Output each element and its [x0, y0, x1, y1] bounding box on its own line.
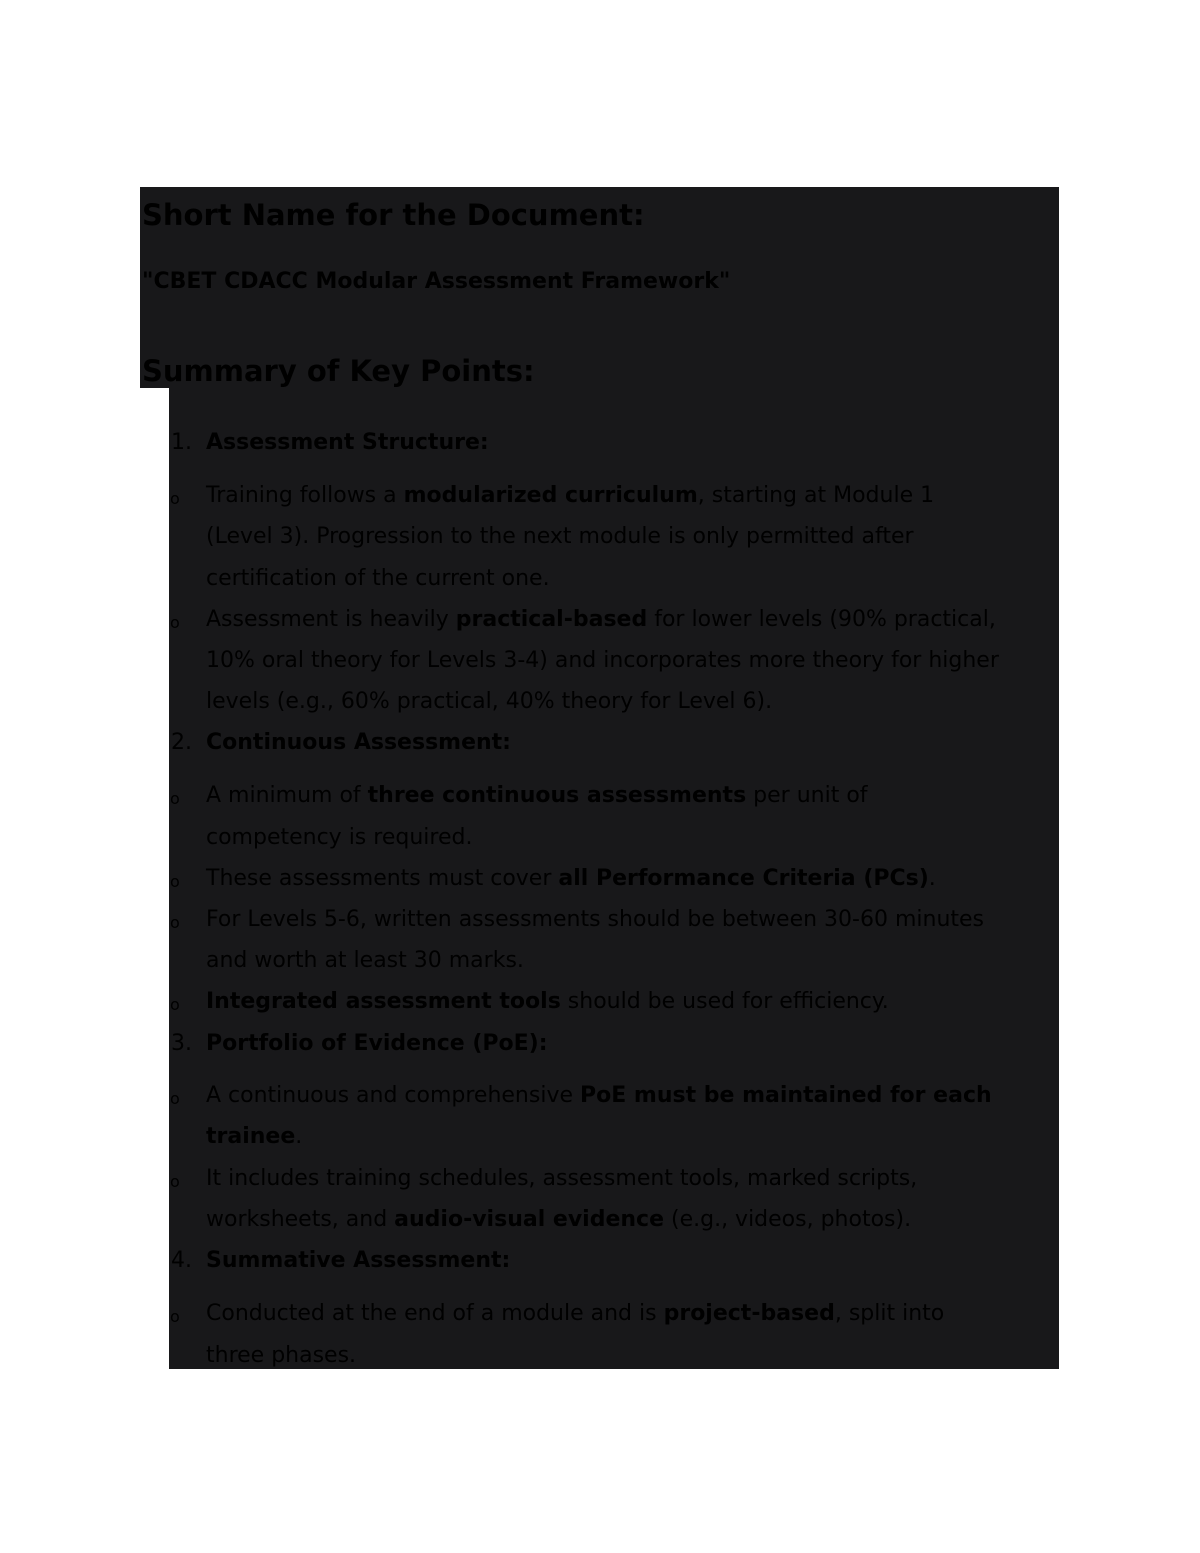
text: (Level 3). Progression to the next module is only permitted after — [206, 524, 914, 549]
bullet-text-line — [206, 989, 889, 1014]
bullet-icon: o — [170, 1307, 180, 1326]
text: . — [295, 1124, 303, 1149]
document-heading: Short Name for the Document: — [142, 198, 645, 232]
bullet-icon: o — [170, 613, 180, 632]
bullet-icon: o — [170, 913, 180, 932]
text: (e.g., videos, photos). — [664, 1207, 912, 1232]
text: . — [928, 866, 936, 891]
text: should be used for efficiency. — [560, 989, 889, 1014]
section-title: Assessment Structure: — [206, 430, 489, 455]
text: three phases. — [206, 1343, 357, 1368]
bullet-icon: o — [170, 1172, 180, 1191]
text: certification of the current one. — [206, 566, 550, 591]
bullet-text-line — [206, 566, 550, 591]
text: For Levels 5-6, written assessments should be between 30-60 minutes — [206, 907, 985, 932]
bold-text: modularized curriculum — [403, 483, 698, 508]
document-short-name: "CBET CDACC Modular Assessment Framework" — [142, 269, 731, 294]
bold-text: PoE must be maintained for each — [580, 1083, 992, 1108]
text: Training follows a — [206, 483, 404, 508]
section-title: Summative Assessment: — [206, 1248, 511, 1273]
bullet-text-line — [206, 1166, 917, 1191]
text: A continuous and comprehensive — [206, 1083, 580, 1108]
bullet-icon: o — [170, 1089, 180, 1108]
text: Conducted at the end of a module and is — [206, 1301, 664, 1326]
text: It includes training schedules, assessment tools, marked scripts, — [206, 1166, 918, 1191]
section-title: Continuous Assessment: — [206, 730, 511, 755]
bullet-text-line — [206, 825, 472, 850]
text: , starting at Module 1 — [697, 483, 935, 508]
bullet-text-line — [206, 1083, 992, 1108]
text: worksheets, and — [206, 1207, 395, 1232]
bullet-text-line — [206, 1343, 356, 1368]
bold-text: three continuous assessments — [367, 783, 747, 808]
text: and worth at least 30 marks. — [206, 948, 524, 973]
section-title: Portfolio of Evidence (PoE): — [206, 1031, 548, 1056]
section-number: 1. — [171, 430, 192, 455]
summary-heading: Summary of Key Points: — [142, 354, 535, 388]
bold-text: Integrated assessment tools — [206, 989, 561, 1014]
text: Assessment is heavily — [206, 607, 456, 632]
bullet-text-line — [206, 1124, 302, 1149]
bullet-icon: o — [170, 995, 180, 1014]
bullet-text-line — [206, 907, 984, 932]
bullet-text-line — [206, 783, 868, 808]
section-number: 2. — [171, 730, 192, 755]
text: competency is required. — [206, 825, 473, 850]
text: per unit of — [746, 783, 868, 808]
text: , split into — [834, 1301, 945, 1326]
bullet-text-line — [206, 607, 996, 632]
text: 10% oral theory for Levels 3-4) and incorporates more theory for higher — [206, 648, 999, 673]
bullet-text-line — [206, 648, 999, 673]
bullet-text-line — [206, 524, 914, 549]
text: for lower levels (90% practical, — [647, 607, 996, 632]
bullet-text-line — [206, 1207, 911, 1232]
bullet-text-line — [206, 948, 524, 973]
bold-text: project-based — [663, 1301, 835, 1326]
section-number: 3. — [171, 1031, 192, 1056]
bullet-text-line — [206, 866, 936, 891]
bold-text: practical-based — [455, 607, 648, 632]
bullet-icon: o — [170, 489, 180, 508]
bullet-text-line — [206, 483, 934, 508]
bullet-text-line — [206, 689, 772, 714]
bullet-icon: o — [170, 789, 180, 808]
bullet-icon: o — [170, 872, 180, 891]
bold-text: audio-visual evidence — [394, 1207, 664, 1232]
section-number: 4. — [171, 1248, 192, 1273]
bold-text: trainee — [206, 1124, 296, 1149]
text: A minimum of — [206, 783, 368, 808]
text: levels (e.g., 60% practical, 40% theory for Level 6). — [206, 689, 773, 714]
bold-text: all Performance Criteria (PCs) — [558, 866, 929, 891]
text: These assessments must cover — [206, 866, 559, 891]
bullet-text-line — [206, 1301, 944, 1326]
